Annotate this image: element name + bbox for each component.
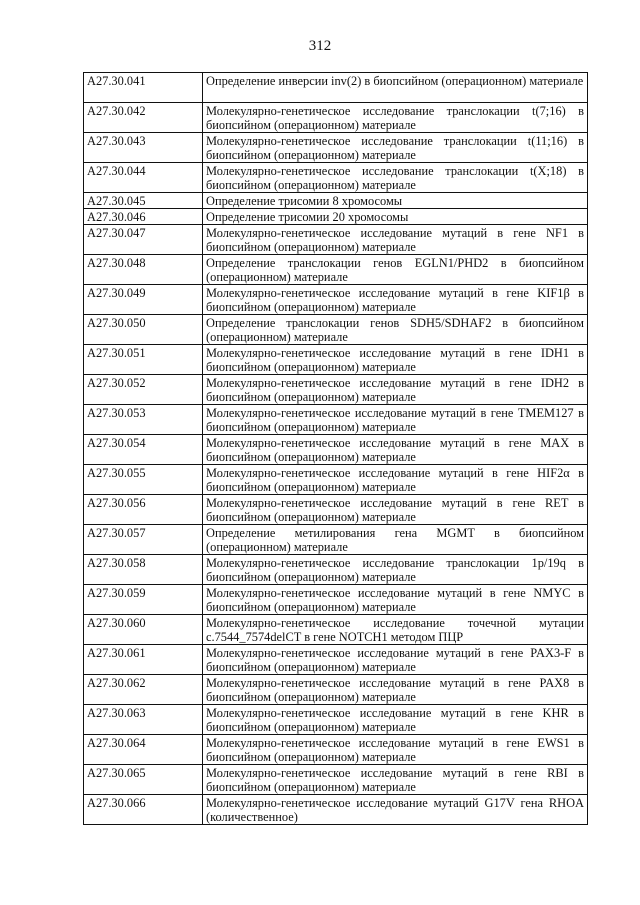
table-row [84,465,588,495]
service-name: Молекулярно-генетическое исследование транслокации t(11;16) в биопсийном (операционном) материале [203,133,588,163]
table-row [84,285,588,315]
service-name: Молекулярно-генетическое исследование транслокации t(7;16) в биопсийном (операционном) материале [203,103,588,133]
table-row [84,555,588,585]
service-code: A27.30.055 [84,465,203,495]
table-row [84,375,588,405]
table-row [84,209,588,225]
service-code: A27.30.049 [84,285,203,315]
table-row [84,705,588,735]
table-row [84,615,588,645]
service-code: A27.30.062 [84,675,203,705]
table-row [84,585,588,615]
services-table-body [84,73,588,825]
service-name: Определение транслокации генов SDH5/SDHAF2 в биопсийном (операционном) материале [203,315,588,345]
service-code: A27.30.053 [84,405,203,435]
service-name: Молекулярно-генетическое исследование транслокации 1p/19q в биопсийном (операционном) материале [203,555,588,585]
service-name: Определение метилирования гена MGMT в биопсийном (операционном) материале [203,525,588,555]
service-code: A27.30.044 [84,163,203,193]
service-name: Молекулярно-генетическое исследование мутаций в гене EWS1 в биопсийном (операционном) материале [203,735,588,765]
service-name: Определение трисомии 20 хромосомы [203,209,588,225]
service-code: A27.30.065 [84,765,203,795]
service-code: A27.30.066 [84,795,203,825]
service-name: Определение инверсии inv(2) в биопсийном (операционном) материале [203,73,588,103]
service-code: A27.30.056 [84,495,203,525]
service-name: Молекулярно-генетическое исследование мутаций в гене HIF2α в биопсийном (операционном) материале [203,465,588,495]
service-code: A27.30.051 [84,345,203,375]
service-name: Молекулярно-генетическое исследование мутаций в гене TMEM127 в биопсийном (операционном) материале [203,405,588,435]
service-code: A27.30.052 [84,375,203,405]
table-row [84,405,588,435]
table-row [84,315,588,345]
table-row [84,645,588,675]
service-code: A27.30.061 [84,645,203,675]
table-row [84,133,588,163]
table-row [84,103,588,133]
service-name: Молекулярно-генетическое исследование транслокации t(X;18) в биопсийном (операционном) материале [203,163,588,193]
table-row [84,735,588,765]
services-table [83,72,588,825]
service-name: Определение трисомии 8 хромосомы [203,193,588,209]
service-code: A27.30.046 [84,209,203,225]
table-row [84,795,588,825]
table-row [84,435,588,465]
service-code: A27.30.045 [84,193,203,209]
table-row [84,495,588,525]
table-row [84,345,588,375]
service-code: A27.30.059 [84,585,203,615]
service-name: Молекулярно-генетическое исследование точечной мутации c.7544_7574delCT в гене NOTCH1 методом ПЦР [203,615,588,645]
table-row [84,765,588,795]
service-code: A27.30.043 [84,133,203,163]
table-row [84,675,588,705]
service-code: A27.30.057 [84,525,203,555]
service-name: Молекулярно-генетическое исследование мутаций в гене RET в биопсийном (операционном) материале [203,495,588,525]
service-name: Молекулярно-генетическое исследование мутаций в гене NMYC в биопсийном (операционном) материале [203,585,588,615]
service-name: Молекулярно-генетическое исследование мутаций в гене RBI в биопсийном (операционном) материале [203,765,588,795]
service-name: Молекулярно-генетическое исследование мутаций в гене PAX8 в биопсийном (операционном) материале [203,675,588,705]
table-row [84,225,588,255]
service-code: A27.30.063 [84,705,203,735]
service-name: Молекулярно-генетическое исследование мутаций в гене IDH1 в биопсийном (операционном) материале [203,345,588,375]
service-name: Молекулярно-генетическое исследование мутаций в гене MAX в биопсийном (операционном) материале [203,435,588,465]
service-code: A27.30.047 [84,225,203,255]
table-row [84,163,588,193]
table-row [84,255,588,285]
service-name: Молекулярно-генетическое исследование мутаций в гене PAX3-F в биопсийном (операционном) материале [203,645,588,675]
service-name: Молекулярно-генетическое исследование мутаций в гене KIF1β в биопсийном (операционном) материале [203,285,588,315]
service-code: A27.30.042 [84,103,203,133]
service-code: A27.30.041 [84,73,203,103]
service-code: A27.30.064 [84,735,203,765]
service-name: Молекулярно-генетическое исследование мутаций G17V гена RHOA (количественное) [203,795,588,825]
service-code: A27.30.054 [84,435,203,465]
service-name: Молекулярно-генетическое исследование мутаций в гене KHR в биопсийном (операционном) материале [203,705,588,735]
table-row [84,193,588,209]
table-row [84,73,588,103]
service-code: A27.30.060 [84,615,203,645]
service-name: Молекулярно-генетическое исследование мутаций в гене IDH2 в биопсийном (операционном) материале [203,375,588,405]
service-code: A27.30.048 [84,255,203,285]
service-code: A27.30.058 [84,555,203,585]
service-name: Молекулярно-генетическое исследование мутаций в гене NF1 в биопсийном (операционном) материале [203,225,588,255]
service-code: A27.30.050 [84,315,203,345]
table-row [84,525,588,555]
service-name: Определение транслокации генов EGLN1/PHD2 в биопсийном (операционном) материале [203,255,588,285]
page-number: 312 [308,38,332,54]
